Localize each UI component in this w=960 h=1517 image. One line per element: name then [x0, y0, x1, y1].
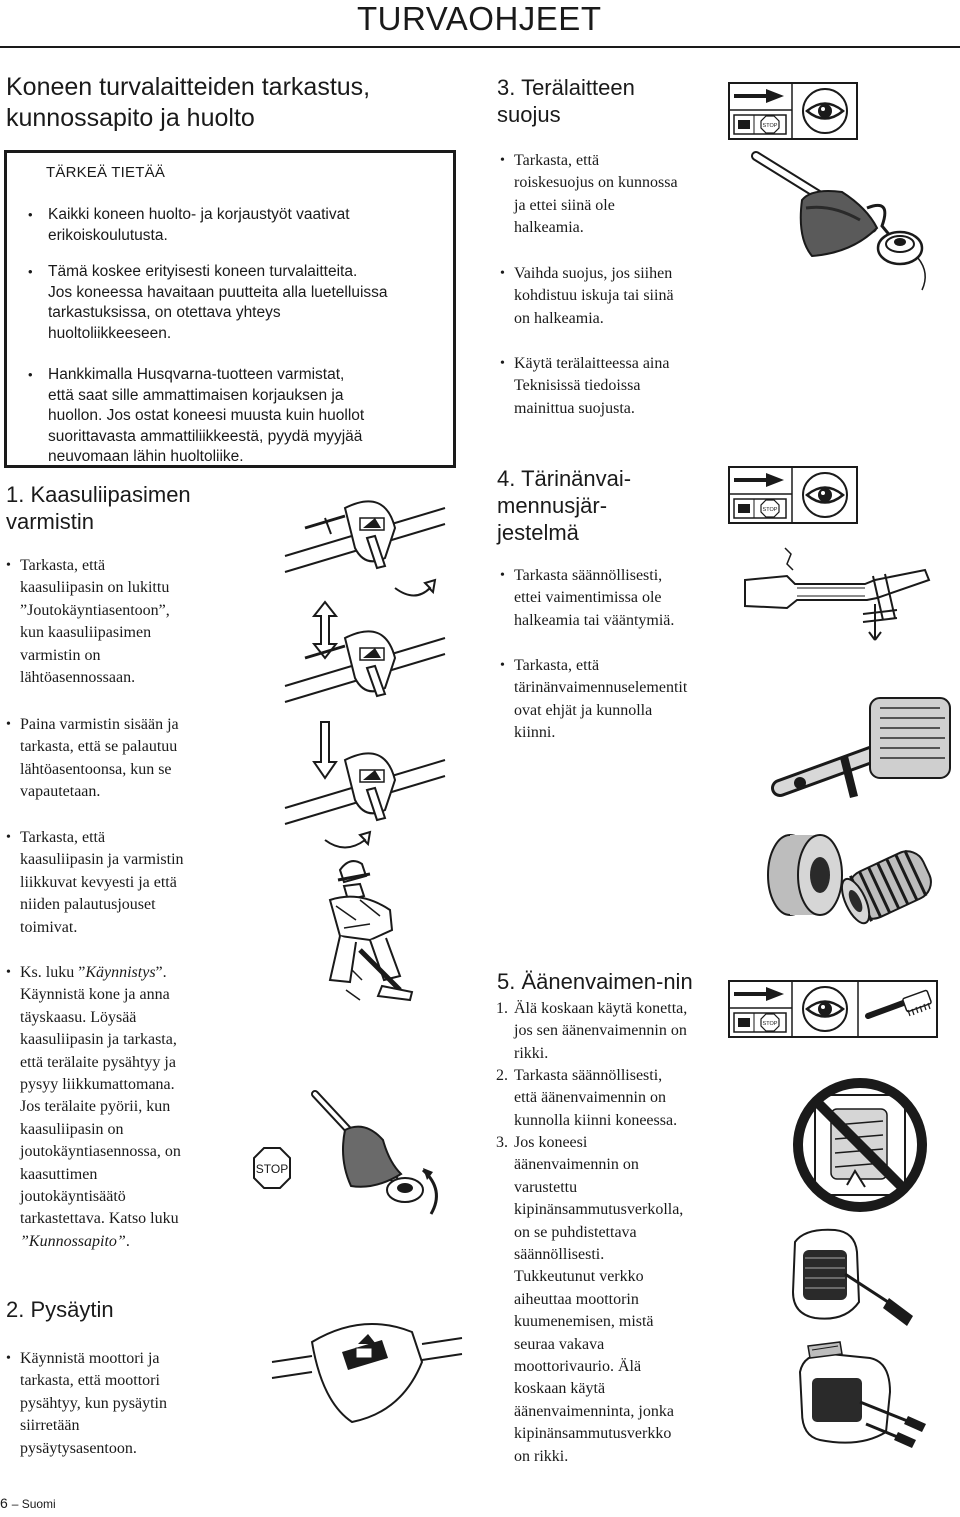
section1-bullet-2: • Paina varmistin sisään ja tarkasta, että se palautuu lähtöasentoonsa, kun se vapautetaan. — [6, 716, 179, 801]
section3-bullet-2: • Vaihda suojus, jos siihen kohdistuu iskuja tai siinä on halkeamia. — [500, 265, 674, 327]
eye-icon — [803, 473, 847, 517]
svg-text:STOP: STOP — [255, 1162, 289, 1176]
section5-item-3: 3. Jos koneesi äänenvaimennin on varustettu kipinänsammutusverkolla, on se puhdistettava säännöllisesti. Tukkeutunut verkko aiheuttaa moottorin kuumenemisen, mistä seuraa vakava moottorivaurio. Älä koskaan käytä äänenvaimenninta, jonka kipinänsammutusverkko on rikki. — [496, 1134, 684, 1465]
throttle-trigger-illustration-3 — [285, 740, 465, 860]
engine-damper-illustration — [780, 688, 960, 808]
stop-icon — [761, 116, 779, 133]
section4-title: 4. Tärinänvai- mennusjär- jestelmä — [497, 466, 632, 545]
svg-text:STOP: STOP — [762, 123, 778, 129]
symbol-panel-section4 — [728, 466, 858, 524]
page-number: 6 — [0, 1495, 8, 1511]
section-title: Koneen turvalaitteiden tarkastus, kunnossapito ja huolto — [6, 73, 371, 132]
muffler-screwdriver-illustration — [775, 1222, 935, 1332]
trimmer-stop-illustration — [305, 1090, 460, 1230]
operator-illustration — [300, 850, 440, 1020]
rubber-dampers-illustration — [760, 820, 940, 930]
page-header-title: TURVAOHJEET — [357, 0, 602, 37]
stop-icon — [761, 1014, 779, 1031]
important-info-title: TÄRKEÄ TIETÄÄ — [46, 164, 166, 181]
section5-title: 5. Äänenvaimen-nin — [497, 969, 693, 994]
stop-switch-illustration — [272, 1292, 462, 1432]
section5-item-1: 1. Älä koskaan käytä konetta, jos sen äänenvaimennin on rikki. — [496, 1000, 688, 1062]
throttle-trigger-illustration-1 — [285, 488, 465, 608]
section1-bullet-3: • Tarkasta, että kaasuliipasin ja varmistin liikkuvat kevyesti ja että niiden palautusjouset toimivat. — [6, 829, 184, 936]
damaged-muffler-prohibited-illustration — [775, 1075, 940, 1215]
section3-title: 3. Terälaitteen suojus — [497, 75, 635, 127]
eye-icon — [803, 987, 847, 1031]
section4-bullet-1: • Tarkasta säännöllisesti, ettei vaimentimissa ole halkeamia tai vääntymiä. — [500, 567, 675, 629]
svg-text:STOP: STOP — [762, 507, 778, 513]
section5-item-2: 2. Tarkasta säännöllisesti, että äänenvaimennin on kunnolla kiinni koneessa. — [496, 1067, 678, 1129]
throttle-trigger-illustration-2 — [285, 618, 465, 728]
stop-sign-icon — [252, 1146, 292, 1190]
vibration-damper-illustration — [725, 540, 935, 660]
section3-bullet-3: • Käytä terälaitteessa aina Teknisissä tiedoissa mainittua suojusta. — [500, 355, 670, 417]
symbol-panel-section3 — [728, 82, 858, 140]
info-bullet-3: • Hankkimalla Husqvarna-tuotteen varmistat, että saat sille ammattimaisen korjauksen ja huollon. Jos ostat koneesi muusta kuin huollot suorittavasta ammattiliikkeestä, pyydä myyjää neuvomaan lähin huoltoliike. — [28, 366, 365, 465]
info-bullet-2: • Tämä koskee erityisesti koneen turvalaitteita. Jos koneessa havaitaan puutteita alla luetelluissa tarkastuksissa, on otettava yhteys huoltoliikkeeseen. — [28, 263, 388, 342]
trimmer-guard-illustration — [742, 148, 942, 298]
symbol-panel-section5 — [728, 980, 938, 1038]
stop-icon — [761, 500, 779, 517]
eye-icon — [803, 89, 847, 133]
footer-language: – Suomi — [11, 1497, 56, 1511]
section1-bullet-4: • Ks. luku ”Käynnistys”. Käynnistä kone ja anna täyskaasu. Löysää kaasuliipasin ja tarkasta, että terälaite pysähtyy ja pysyy liikkumattomana. Jos terälaite pyörii, kun kaasuliipasin on joutokäyntiasennossa, on kaasuttimen joutokäyntisäätö tarkastettava. Katso luku ”Kunnossapito”. — [6, 964, 181, 1250]
svg-text:STOP: STOP — [762, 1021, 778, 1027]
section2-bullet-1: • Käynnistä moottori ja tarkasta, että moottori pysähtyy, kun pysäytin siirretään pysäytysasentoon. — [6, 1350, 167, 1457]
page-footer — [0, 1495, 56, 1511]
header-rule — [0, 46, 960, 48]
spark-arrester-illustration — [790, 1332, 940, 1452]
section2-title: 2. Pysäytin — [6, 1297, 114, 1322]
section1-title: 1. Kaasuliipasimen varmistin — [6, 482, 191, 534]
info-bullet-1: • Kaikki koneen huolto- ja korjaustyöt vaativat erikoiskoulutusta. — [28, 206, 350, 244]
section4-bullet-2: • Tarkasta, että tärinänvaimennuselementit ovat ehjät ja kunnolla kiinni. — [500, 657, 688, 742]
section3-bullet-1: • Tarkasta, että roiskesuojus on kunnossa ja ettei siinä ole halkeamia. — [500, 152, 678, 237]
section1-bullet-1: • Tarkasta, että kaasuliipasin on lukittu ”Joutokäyntiasentoon”, kun kaasuliipasimen varmistin on lähtöasennossaan. — [6, 557, 170, 687]
